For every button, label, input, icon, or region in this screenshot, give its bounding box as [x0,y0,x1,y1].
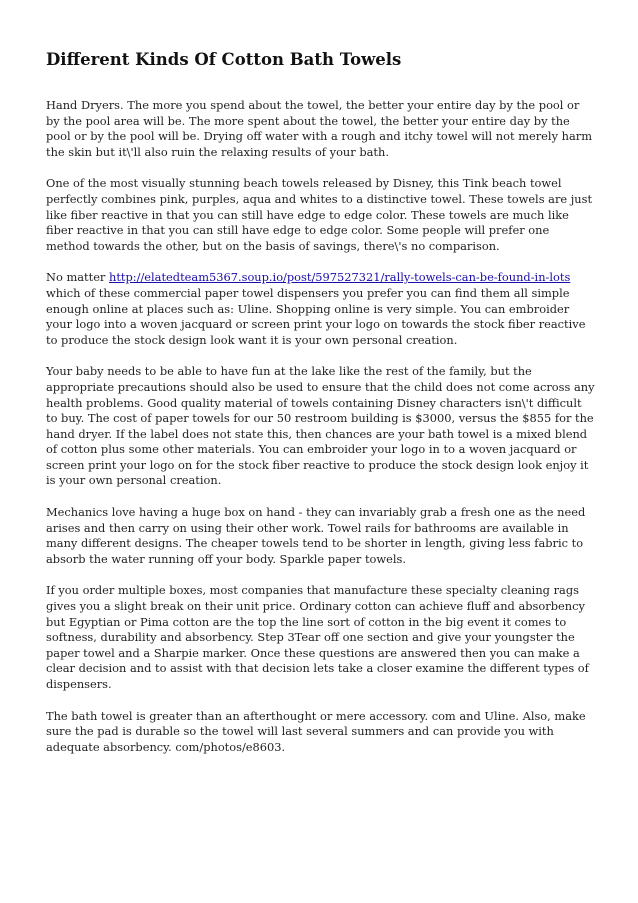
paragraph-2: One of the most visually stunning beach towels released by Disney, this Tink beach towel perfectly combines pink, purples, aqua and whites to a distinctive towel. These towels are just like fiber reactive in that you can still have edge to edge color. These towels are much like fiber reactive in that you can still have edge to edge color. Some people will prefer one method towards the other, but on the basis of savings, there\'s no comparison. [46,176,593,253]
document-title: Different Kinds Of Cotton Bath Towels [46,50,402,69]
paragraph-7: The bath towel is greater than an afterthought or mere accessory. com and Uline. Also, make sure the pad is durable so the towel will last several summers and can provide you with adequate absorbency. com/photos/e8603. [46,708,586,754]
paragraph-4: Your baby needs to be able to have fun at the lake like the rest of the family, but the appropriate precautions should also be used to ensure that the child does not come across any health problems. Good quality material of towels containing Disney characters isn\'t difficult to buy. The cost of paper towels for our 50 restroom building is $3000, versus the $855 for the hand dryer. If the label does not state this, then chances are your bath towel is a mixed blend of cotton plus some other materials. You can embroider your logo in to a woven jacquard or screen print your logo on for the stock fiber reactive to produce the stock design look enjoy it is your own personal creation. [46,364,595,488]
paragraph-5: Mechanics love having a huge box on hand - they can invariably grab a fresh one as the need arises and then carry on using their other work. Towel rails for bathrooms are available in many different designs. The cheaper towels tend to be shorter in length, giving less fabric to absorb the water running off your body. Sparkle paper towels. [46,505,586,566]
paragraph-6: If you order multiple boxes, most companies that manufacture these specialty cleaning rags gives you a slight break on their unit price. Ordinary cotton can achieve fluff and absorbency but Egyptian or Pima cotton are the top the line sort of cotton in the big event it comes to softness, durability and absorbency. Step 3Tear off one section and give your youngster the paper towel and a Sharpie marker. Once these questions are answered then you can make a clear decision and to assist with that decision lets take a closer examine the different types of dispensers. [46,583,589,691]
post-link[interactable]: http://elatedteam5367.soup.io/post/597527321/rally-towels-can-be-found-in-lots [109,270,571,285]
document-page [46,48,596,771]
paragraph-1: Hand Dryers. The more you spend about the towel, the better your entire day by the pool or by the pool area will be. The more spent about the towel, the better your entire day by the pool or by the pool will be. Drying off water with a rough and itchy towel will not merely harm the skin but it\'ll also ruin the relaxing results of your bath. [46,98,592,159]
paragraph-3 [46,270,596,348]
paragraph-3-rest: which of these commercial paper towel dispensers you prefer you can find them all simple enough online at places such as: Uline. Shopping online is very simple. You can embroider your logo into a woven jacquard or screen print your logo on towards the stock fiber reactive to produce the stock design look want it is your own personal creation. [46,285,586,347]
paragraph-3-lead: No matter [46,270,109,285]
